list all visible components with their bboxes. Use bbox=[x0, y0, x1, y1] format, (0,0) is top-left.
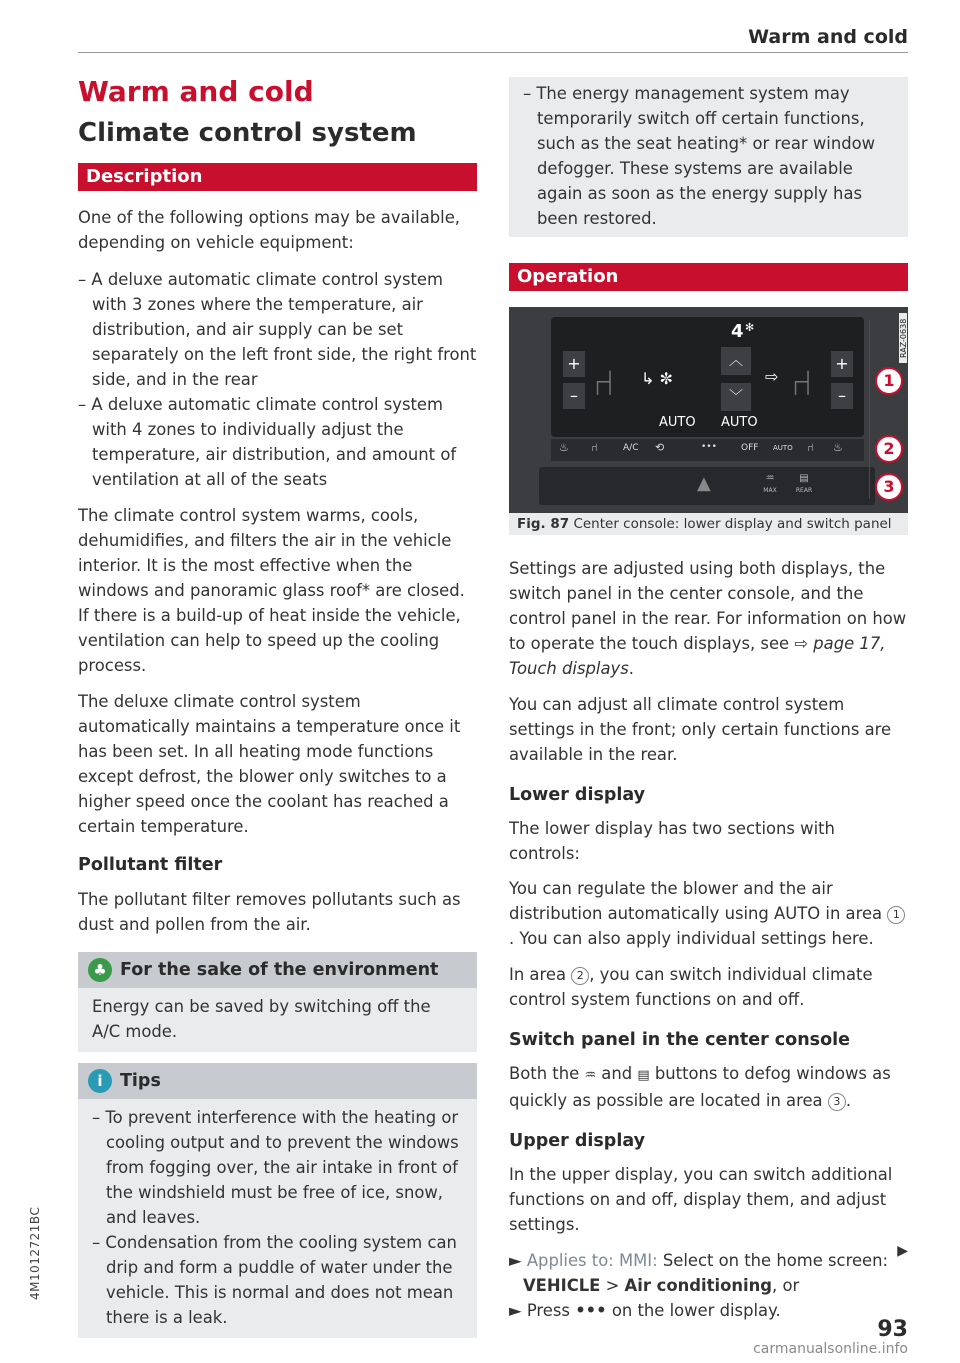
step-2-text-a: Press bbox=[526, 1301, 576, 1320]
area-2-text-b: , you can switch individual climate control system functions on and off. bbox=[509, 965, 873, 1009]
pollutant-filter-heading: Pollutant filter bbox=[78, 855, 223, 875]
switch-text-a: Both the bbox=[509, 1064, 585, 1083]
step-1-text: Select on the home screen: bbox=[657, 1251, 889, 1270]
description-bar: Description bbox=[78, 163, 477, 191]
chevron-up-icon[interactable]: ︿ bbox=[721, 347, 751, 375]
temp-minus-left[interactable]: – bbox=[563, 383, 585, 409]
tips-note-header bbox=[78, 1063, 477, 1099]
page-number: 93 bbox=[877, 1317, 908, 1342]
watermark: carmanualsonline.info bbox=[753, 1341, 908, 1357]
temp-plus-right[interactable]: + bbox=[831, 351, 853, 377]
area-3-marker: 3 bbox=[828, 1093, 846, 1111]
header-rule bbox=[78, 52, 908, 53]
step-arrow-icon: ► bbox=[509, 1301, 527, 1320]
caption-text: Center console: lower display and switch panel bbox=[573, 516, 892, 532]
pollutant-filter-text: The pollutant filter removes pollutants such as dust and pollen from the air. bbox=[78, 890, 461, 934]
chevron-down-icon[interactable]: ﹀ bbox=[721, 383, 751, 411]
settings-text: Settings are adjusted using both displays, the switch panel in the center console, and the control panel in the rear. For information on how to operate the touch displays, see bbox=[509, 559, 907, 653]
vehicle-menu-label: VEHICLE bbox=[523, 1276, 601, 1295]
defrost-max-icon: ♒ bbox=[584, 1068, 597, 1083]
area-2-text bbox=[509, 962, 908, 1012]
operation-bar: Operation bbox=[509, 263, 908, 291]
paragraph-adjust: You can adjust all climate control system settings in the front; only certain functions are available in the rear. bbox=[509, 695, 892, 764]
fan-icon: ✻ bbox=[745, 321, 755, 334]
continue-arrow-icon: ▶ bbox=[897, 1243, 908, 1259]
tips-note bbox=[78, 1063, 477, 1338]
document-code: 4M1012721BC bbox=[28, 1206, 42, 1300]
auto-right-button[interactable]: AUTO bbox=[721, 415, 758, 430]
temp-plus-left[interactable]: + bbox=[563, 351, 585, 377]
area-2-marker: 2 bbox=[571, 967, 589, 985]
running-header: Warm and cold bbox=[748, 26, 908, 48]
upper-display-heading: Upper display bbox=[509, 1131, 646, 1151]
environment-text: Energy can be saved by switching off the A/C mode. bbox=[92, 997, 431, 1041]
seat-heat-right-icon[interactable]: ♨ bbox=[833, 441, 843, 454]
intro-text: One of the following options may be available, depending on vehicle equipment: bbox=[78, 208, 460, 252]
switch-panel-text bbox=[509, 1061, 908, 1113]
callout-2: 2 bbox=[875, 435, 903, 463]
switch-text-b: and bbox=[596, 1064, 638, 1083]
step-2 bbox=[509, 1298, 908, 1323]
ac-button[interactable]: A/C bbox=[623, 443, 639, 453]
callout-3: 3 bbox=[875, 473, 903, 501]
energy-note-text: – The energy management system may temporarily switch off certain functions, such as the seat heating* or rear window defogger. These systems are available again as soon as the energy supply has been restored. bbox=[523, 84, 876, 228]
settings-text-end: . bbox=[628, 659, 634, 678]
switch-text-d: . bbox=[845, 1091, 852, 1110]
environment-note-header bbox=[78, 952, 477, 988]
tip-item: – To prevent interference with the heating or cooling output and to prevent the windows from fogging over, the air intake in front of the windshield must be free of ice, snow, and leaves. bbox=[92, 1108, 459, 1227]
callout-1: 1 bbox=[875, 367, 903, 395]
environment-note-body bbox=[78, 988, 477, 1052]
switch-text-c: buttons to defog windows as quickly as possible are located in area bbox=[509, 1064, 891, 1110]
section-title: Warm and cold bbox=[78, 75, 314, 108]
area-2-text-a: In area bbox=[509, 965, 572, 984]
tips-heading: Tips bbox=[120, 1071, 161, 1091]
touch-displays-link[interactable]: ⇨ page 17, Touch displays bbox=[509, 634, 886, 678]
seat-left-icon: ⑁ bbox=[593, 363, 615, 404]
auto-small-button[interactable]: AUTO bbox=[773, 444, 793, 452]
lower-display-heading: Lower display bbox=[509, 785, 646, 805]
tips-note-body bbox=[78, 1099, 477, 1338]
off-button[interactable]: OFF bbox=[741, 443, 759, 453]
auto-left-button[interactable]: AUTO bbox=[659, 415, 696, 430]
callout-bracket bbox=[865, 319, 870, 499]
subsection-title: Climate control system bbox=[78, 118, 417, 148]
defrost-max-button[interactable]: ♒ MAX bbox=[763, 473, 777, 494]
step-1-end: , or bbox=[772, 1276, 800, 1295]
area-1-text-a: You can regulate the blower and the air distribution automatically using AUTO in area bbox=[509, 879, 888, 923]
air-distribution-icon[interactable]: ⇨ bbox=[765, 367, 779, 386]
temp-minus-right[interactable]: – bbox=[831, 383, 853, 409]
bullet-3-zone: – A deluxe automatic climate control system with 3 zones where the temperature, air distribution, and air supply can be set separately on the left front side, the right front side, and in the rear bbox=[78, 270, 477, 389]
max-label: MAX bbox=[763, 487, 777, 494]
seat-vent-left-icon[interactable]: ⑁ bbox=[591, 441, 598, 454]
left-column bbox=[78, 70, 477, 1338]
hazard-icon[interactable]: ▲ bbox=[697, 473, 711, 494]
defrost-rear-button[interactable]: ▤ REAR bbox=[795, 473, 813, 494]
applies-to-label: Applies to: MMI: bbox=[526, 1251, 658, 1270]
recirculation-icon[interactable]: ⟲ bbox=[655, 441, 665, 454]
figure-87 bbox=[509, 307, 908, 535]
area-1-text-b: . You can also apply individual settings here. bbox=[509, 929, 874, 948]
defrost-rear-icon: ▤ bbox=[637, 1068, 650, 1083]
seat-right-icon: ⑁ bbox=[791, 363, 813, 404]
paragraph-settings bbox=[509, 556, 908, 681]
switch-panel-heading: Switch panel in the center console bbox=[509, 1030, 850, 1050]
step-2-text-b: on the lower display. bbox=[606, 1301, 781, 1320]
rear-label: REAR bbox=[795, 487, 813, 494]
right-column bbox=[509, 77, 908, 1323]
environment-note bbox=[78, 952, 477, 1052]
fan-level: 4 bbox=[731, 321, 744, 342]
center-console-figure bbox=[509, 307, 908, 513]
more-button[interactable]: ••• bbox=[701, 442, 717, 452]
paragraph-warms: The climate control system warms, cools, dehumidifies, and filters the air in the vehicle interior. It is the most effective when the windows and panoramic glass roof* are closed. If there is a build-up of heat inside the vehicle, ventilation can help to speed up the cooling process. bbox=[78, 506, 465, 675]
seat-heat-left-icon[interactable]: ♨ bbox=[559, 441, 569, 454]
seat-vent-right-icon[interactable]: ⑁ bbox=[807, 441, 814, 454]
paragraph-deluxe: The deluxe climate control system automatically maintains a temperature once it has been set. In all heating mode functions except defrost, the blower only switches to a higher speed once the coolant has reached a certain temperature. bbox=[78, 692, 461, 836]
area-1-text bbox=[509, 876, 908, 951]
lower-display-text: The lower display has two sections with controls: bbox=[509, 819, 835, 863]
energy-note bbox=[509, 77, 908, 237]
info-icon: i bbox=[88, 1069, 112, 1093]
air-conditioning-menu-label: Air conditioning bbox=[624, 1276, 773, 1295]
leaf-icon: ♣ bbox=[88, 958, 112, 982]
more-dots: ••• bbox=[575, 1301, 607, 1320]
menu-separator: > bbox=[600, 1276, 625, 1295]
area-1-marker: 1 bbox=[887, 906, 905, 924]
environment-heading: For the sake of the environment bbox=[120, 960, 439, 980]
figure-code: RAZ-0638 bbox=[899, 313, 907, 363]
figure-caption bbox=[509, 513, 908, 535]
tip-item: – Condensation from the cooling system can drip and form a puddle of water under the vehicle. This is normal and does not mean there is a leak. bbox=[92, 1233, 457, 1327]
step-arrow-icon: ► bbox=[509, 1251, 527, 1270]
step-1 bbox=[509, 1248, 908, 1298]
airflow-icon[interactable]: ↳ ✼ bbox=[641, 369, 673, 388]
caption-label: Fig. 87 bbox=[517, 516, 570, 532]
bullet-4-zone: – A deluxe automatic climate control system with 4 zones to individually adjust the temperature, air distribution, and amount of ventilation at all of the seats bbox=[78, 395, 457, 489]
upper-display-text: In the upper display, you can switch additional functions on and off, display them, and adjust settings. bbox=[509, 1165, 893, 1234]
